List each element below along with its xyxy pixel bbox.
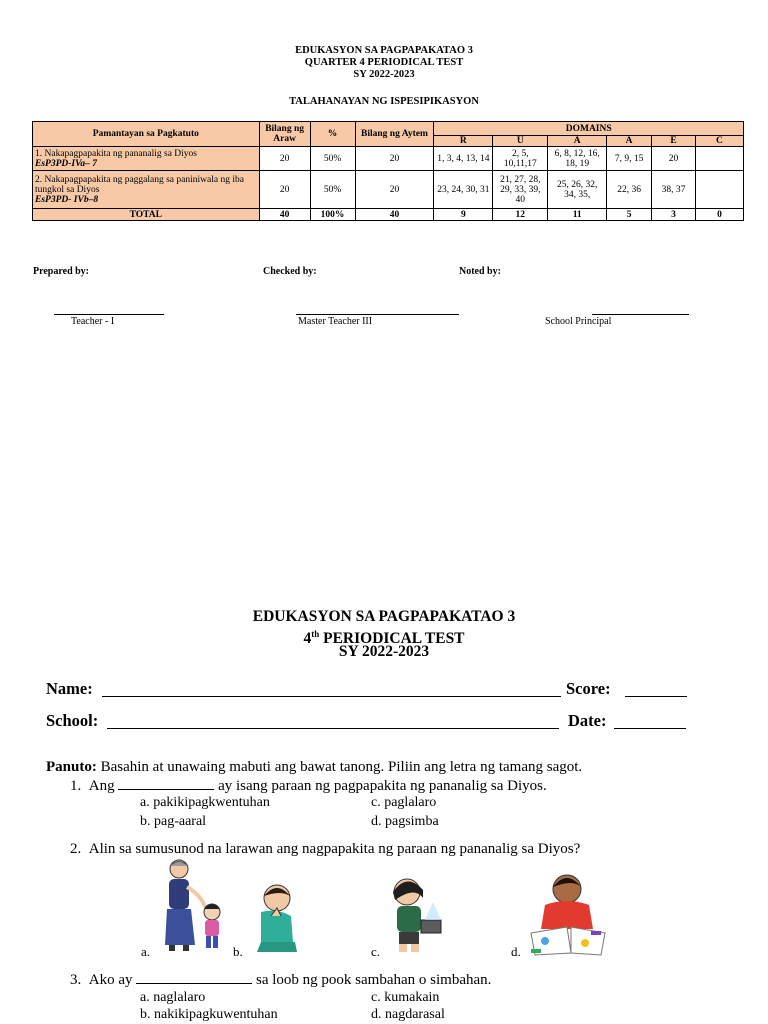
school-label: School: [46,711,99,730]
competency-code: EsP3PD- IVb–8 [35,194,99,205]
items-cell: 20 [355,171,434,209]
domain-cell: 38, 37 [652,171,696,209]
option-a[interactable]: a. pakikipagkwentuhan [140,795,270,810]
signature-line-principal [592,314,689,315]
total-days: 40 [259,209,310,221]
boy-drawing-picture [527,871,609,957]
header-domain-e: E [652,136,696,147]
question-2: 2. Alin sa sumusunod na larawan ang nagpapakita ng paraan ng pananalig sa Diyos? [70,841,581,857]
domain-cell: 2, 5, 10,11,17 [493,147,548,171]
percent-cell: 50% [310,147,355,171]
total-domain-cell: 11 [548,209,607,221]
option-b[interactable]: b. nakikipagkuwentuhan [140,1007,278,1022]
percent-cell: 50% [310,171,355,209]
test-title-subject: EDUKASYON SA PAGPAPAKATAO 3 [252,608,516,625]
header-domain-c: C [695,136,743,147]
option-c[interactable]: c. paglalaro [371,795,437,810]
table-row [33,171,744,209]
test-title-periodical: 4th PERIODICAL TEST [303,629,465,648]
option-d[interactable]: d. nagdarasal [371,1007,445,1022]
header-competency: Pamantayan sa Pagkatuto [33,122,260,147]
header-domain-u: U [493,136,548,147]
total-domain-cell: 12 [493,209,548,221]
table-of-specification-title: TALAHANAYAN NG ISPESIPIKASYON [289,96,479,107]
signature-line-teacher [54,314,164,315]
role-master-teacher: Master Teacher III [298,316,373,327]
score-label: Score: [566,679,611,698]
header-domain-a2: A [607,136,652,147]
option-d[interactable]: d. pagsimba [371,814,439,829]
domain-cell: 21, 27, 28, 29, 33, 39, 40 [493,171,548,209]
spec-title-quarter: QUARTER 4 PERIODICAL TEST [304,57,464,68]
competency-cell [33,171,260,209]
question-3: 3. Ako ay sa loob ng pook sambahan o simbahan. [70,972,492,988]
noted-by-label: Noted by: [459,266,501,277]
total-label: TOTAL [33,209,260,221]
domain-cell: 6, 8, 12, 16, 18, 19 [548,147,607,171]
praying-boy-picture [251,880,299,955]
domain-cell [695,147,743,171]
domain-cell: 23, 24, 30, 31 [434,171,493,209]
header-items: Bilang ng Aytem [355,122,434,147]
picture-label-b[interactable]: b. [233,944,243,959]
picture-label-a[interactable]: a. [141,944,151,959]
domain-cell: 20 [652,147,696,171]
domain-cell [695,171,743,209]
prepared-by-label: Prepared by: [33,266,90,277]
school-field[interactable] [107,728,559,729]
answer-blank [118,777,214,790]
total-domain-cell: 5 [607,209,652,221]
competency-text: 1. Nakapagpapakita ng pananalig sa Diyos [35,148,197,159]
domain-cell: 22, 36 [607,171,652,209]
instructions: Panuto: Basahin at unawaing mabuti ang bawat tanong. Piliin ang letra ng tamang sagot. [46,759,583,775]
days-cell: 20 [259,147,310,171]
name-label: Name: [46,679,93,698]
competency-text: 2. Nakapagpapakita ng paggalang sa paniniwala ng iba tungkol sa Diyos [35,174,244,195]
header-percent: % [310,122,355,147]
role-teacher: Teacher - I [71,316,115,327]
domain-cell: 25, 26, 32, 34, 35, [548,171,607,209]
test-title-sy: SY 2022-2023 [338,643,430,660]
competency-code: EsP3PD-IVa– 7 [35,158,98,169]
total-domain-cell: 3 [652,209,696,221]
header-days: Bilang ng Araw [259,122,310,147]
items-cell: 20 [355,147,434,171]
name-field[interactable] [102,696,561,697]
girl-with-tablet-picture [385,874,449,958]
header-domain-a1: A [548,136,607,147]
picture-label-d[interactable]: d. [511,944,521,959]
answer-blank [136,971,252,984]
option-a[interactable]: a. naglalaro [140,990,206,1005]
header-domain-r: R [434,136,493,147]
table-row [33,147,744,171]
total-domain-cell: 0 [695,209,743,221]
option-c[interactable]: c. kumakain [371,990,440,1005]
date-label: Date: [568,711,607,730]
spec-title-sy: SY 2022-2023 [353,69,415,80]
date-field[interactable] [614,728,686,729]
domain-cell: 1, 3, 4, 13, 14 [434,147,493,171]
header-domains: DOMAINS [434,122,744,136]
question-1: 1. Ang ay isang paraan ng pagpapakita ng pananalig sa Diyos. [70,778,547,794]
domain-cell: 7, 9, 15 [607,147,652,171]
grandmother-and-child-picture [157,857,229,955]
total-percent: 100% [310,209,355,221]
specification-table [32,121,744,221]
signature-line-master-teacher [296,314,459,315]
total-row [33,209,744,221]
score-field[interactable] [625,696,687,697]
picture-label-c[interactable]: c. [371,944,381,959]
total-items: 40 [355,209,434,221]
checked-by-label: Checked by: [263,266,317,277]
competency-cell [33,147,260,171]
spec-title-subject: EDUKASYON SA PAGPAPAKATAO 3 [295,45,473,56]
total-domain-cell: 9 [434,209,493,221]
role-principal: School Principal [545,316,612,327]
option-b[interactable]: b. pag-aaral [140,814,207,829]
days-cell: 20 [259,171,310,209]
